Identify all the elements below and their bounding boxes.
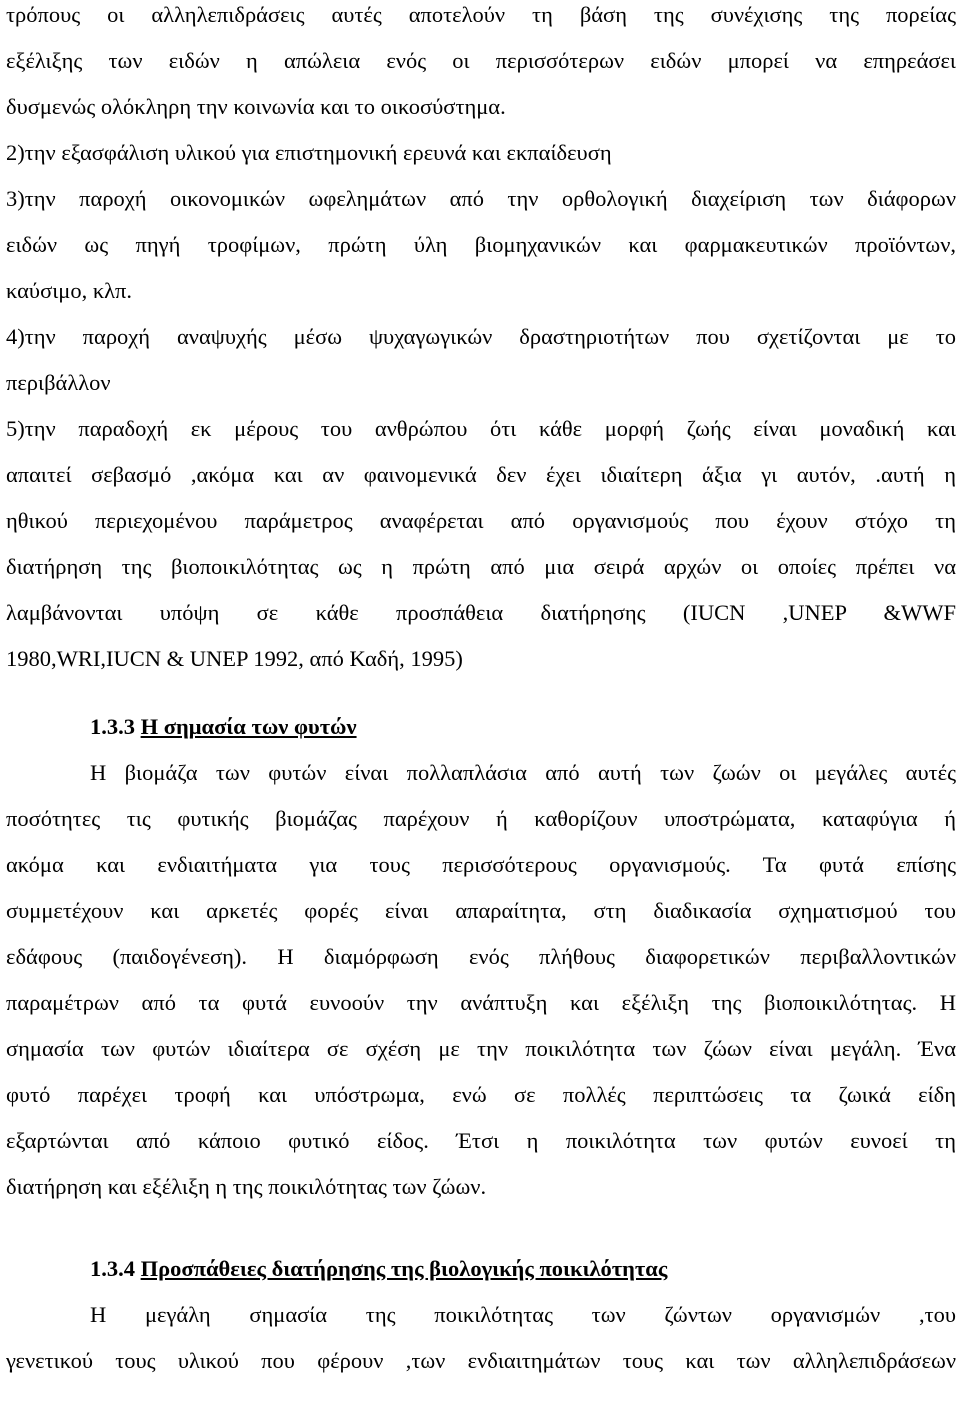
text-line: σημασία των φυτών ιδιαίτερα σε σχέση με την ποικιλότητα των ζώων είναι μεγάλη. Ένα — [6, 1036, 956, 1061]
text-line: συμμετέχουν και αρκετές φορές είναι απαραίτητα, στη διαδικασία σχηματισμού του — [6, 898, 956, 923]
text-line: ειδών ως πηγή τροφίμων, πρώτη ύλη βιομηχανικών και φαρμακευτικών προϊόντων, — [6, 232, 956, 257]
text-line: 3)την παροχή οικονομικών ωφελημάτων από την ορθολογική διαχείριση των διάφορων — [6, 186, 956, 211]
text-line: διατήρηση και εξέλιξη η της ποικιλότητας των ζώων. — [6, 1174, 487, 1199]
section-heading — [6, 704, 956, 750]
text-line: Η μεγάλη σημασία της ποικιλότητας των ζώντων οργανισμών ,του — [90, 1302, 956, 1327]
text-line: 5)την παραδοχή εκ μέρους του ανθρώπου ότι κάθε μορφή ζωής είναι μοναδική και — [6, 416, 956, 441]
text-line: διατήρηση της βιοποικιλότητας ως η πρώτη από μια σειρά αρχών οι οποίες πρέπει να — [6, 554, 956, 579]
text-line: Η βιομάζα των φυτών είναι πολλαπλάσια από αυτή των ζωών οι μεγάλες αυτές — [90, 760, 956, 785]
text-line: 4)την παροχή αναψυχής μέσω ψυχαγωγικών δραστηριοτήτων που σχετίζονται με το — [6, 324, 956, 349]
text-line: παραμέτρων από τα φυτά ευνοούν την ανάπτυξη και εξέλιξη της βιοποικιλότητας. Η — [6, 990, 956, 1015]
text-line: 1980,WRI,IUCN & UNEP 1992, από Καδή, 1995) — [6, 646, 463, 671]
section-number: 1.3.4 — [90, 1256, 135, 1281]
text-line: ηθικού περιεχομένου παράμετρος αναφέρεται από οργανισμούς που έχουν στόχο τη — [6, 508, 956, 533]
text-line: λαμβάνονται υπόψη σε κάθε προσπάθεια διατήρησης (IUCN ,UNEP &WWF — [6, 600, 956, 625]
text-line: απαιτεί σεβασμό ,ακόμα και αν φαινομενικά δεν έχει ιδιαίτερη άξια γι αυτόν, .αυτή η — [6, 462, 956, 487]
section-1-3-3 — [6, 704, 956, 1210]
section-heading — [6, 1246, 956, 1292]
text-line: εξαρτώνται από κάποιο φυτικό είδος. Έτσι η ποικιλότητα των φυτών ευνοεί τη — [6, 1128, 956, 1153]
text-line: εδάφους (παιδογένεση). Η διαμόρφωση ενός πλήθους διαφορετικών περιβαλλοντικών — [6, 944, 956, 969]
section-title: Προσπάθειες διατήρησης της βιολογικής ποικιλότητας — [140, 1256, 668, 1281]
section-1-3-4 — [6, 1246, 956, 1384]
text-line: περιβάλλον — [6, 370, 111, 395]
body-text-block — [6, 0, 956, 682]
text-line: εξέλιξης των ειδών η απώλεια ενός οι περισσότερων ειδών μπορεί να επηρεάσει — [6, 48, 956, 73]
text-line: καύσιμο, κλπ. — [6, 278, 133, 303]
text-line: 2)την εξασφάλιση υλικού για επιστημονική ερευνά και εκπαίδευση — [6, 140, 612, 165]
text-line: ποσότητες τις φυτικής βιομάζας παρέχουν ή καθορίζουν υποστρώματα, καταφύγια ή — [6, 806, 956, 831]
section-title: Η σημασία των φυτών — [140, 714, 357, 739]
text-line: δυσμενώς ολόκληρη την κοινωνία και το οικοσύστημα. — [6, 94, 506, 119]
text-line: ακόμα και ενδιαιτήματα για τους περισσότερους οργανισμούς. Τα φυτά επίσης — [6, 852, 956, 877]
text-line: γενετικού τους υλικού που φέρουν ,των ενδιαιτημάτων τους και των αλληλεπιδράσεων — [6, 1348, 956, 1373]
text-line: φυτό παρέχει τροφή και υπόστρωμα, ενώ σε πολλές περιπτώσεις τα ζωικά είδη — [6, 1082, 956, 1107]
text-line: τρόπους οι αλληλεπιδράσεις αυτές αποτελούν τη βάση της συνέχισης της πορείας — [6, 2, 956, 27]
section-number: 1.3.3 — [90, 714, 135, 739]
